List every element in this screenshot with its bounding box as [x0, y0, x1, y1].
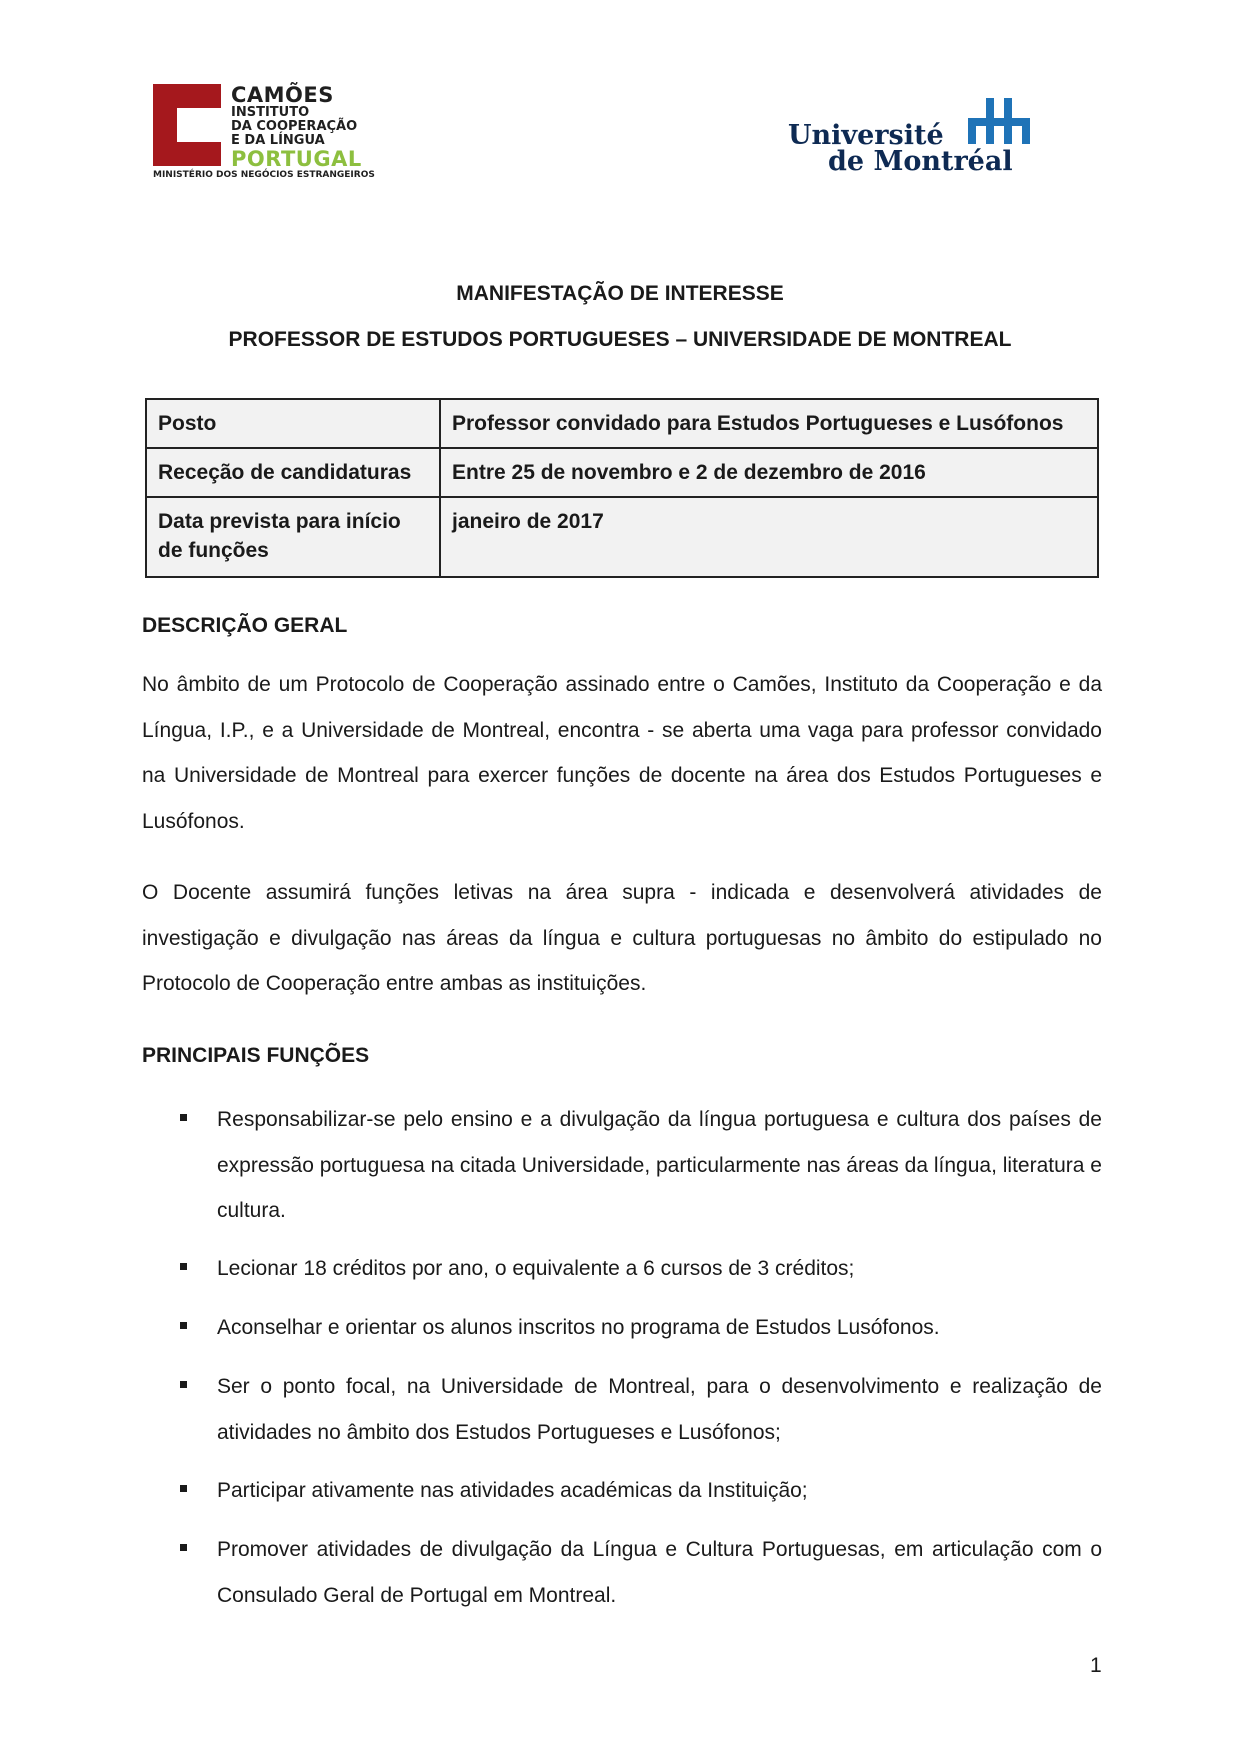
paragraph-descricao-1: No âmbito de um Protocolo de Cooperação assinado entre o Camões, Instituto da Cooperação e da Língua, I.P., e a Universidade de Montreal, encontra - se aberta uma vaga para professor convidado na Universidade de Montreal para exercer funções de docente na área dos Estudos Portugueses e Lusófonos. [142, 673, 1102, 833]
table-value: Entre 25 de novembro e 2 de dezembro de 2016 [440, 448, 1098, 497]
table-value: Professor convidado para Estudos Portugueses e Lusófonos [440, 399, 1098, 448]
list-item: Promover atividades de divulgação da Língua e Cultura Portuguesas, em articulação com o Consulado Geral de Portugal em Montreal. [142, 1527, 1102, 1618]
list-item: Responsabilizar-se pelo ensino e a divulgação da língua portuguesa e cultura dos países de expressão portuguesa na citada Universidade, particularmente nas áreas da língua, literatura e cultura. [142, 1097, 1102, 1234]
udem-emblem-icon [968, 98, 1030, 144]
list-item: Aconselhar e orientar os alunos inscritos no programa de Estudos Lusófonos. [142, 1305, 1102, 1351]
table-row [146, 448, 1098, 497]
table-row [146, 399, 1098, 448]
bullet-icon [180, 1114, 187, 1121]
list-item: Ser o ponto focal, na Universidade de Montreal, para o desenvolvimento e realização de atividades no âmbito dos Estudos Portugueses e Lusófonos; [142, 1364, 1102, 1455]
table-key: Data prevista para início de funções [146, 497, 440, 577]
camoes-logo [153, 84, 383, 184]
document-subtitle: PROFESSOR DE ESTUDOS PORTUGUESES – UNIVERSIDADE DE MONTREAL [228, 328, 1012, 351]
udem-logo [788, 98, 1038, 178]
bullet-icon [180, 1381, 187, 1388]
bullet-icon [180, 1263, 187, 1270]
udem-line2: de Montréal [828, 146, 1013, 177]
bullet-icon [180, 1485, 187, 1492]
camoes-c-logo-icon [153, 84, 221, 166]
bullet-icon [180, 1322, 187, 1329]
info-table [145, 398, 1099, 578]
list-item: Participar ativamente nas atividades académicas da Instituição; [142, 1468, 1102, 1514]
table-key: Posto [146, 399, 440, 448]
udem-line1: Université [788, 120, 944, 151]
camoes-wordmark: CAMÕES INSTITUTO DA COOPERAÇÃO E DA LÍNGUA PORTUGAL [231, 83, 362, 171]
table-value: janeiro de 2017 [440, 497, 1098, 577]
list-item: Lecionar 18 créditos por ano, o equivalente a 6 cursos de 3 créditos; [142, 1246, 1102, 1292]
camoes-ministry-label: MINISTÉRIO DOS NEGÓCIOS ESTRANGEIROS [153, 170, 375, 180]
table-key: Receção de candidaturas [146, 448, 440, 497]
paragraph-descricao-2: O Docente assumirá funções letivas na área supra - indicada e desenvolverá atividades de investigação e divulgação nas áreas da língua e cultura portuguesas no âmbito do estipulado no Protocolo de Cooperação entre ambas as instituições. [142, 881, 1102, 995]
section-heading-funcoes: PRINCIPAIS FUNÇÕES [142, 1044, 370, 1067]
bullet-icon [180, 1544, 187, 1551]
page-number: 1 [1090, 1654, 1102, 1677]
section-heading-descricao: DESCRIÇÃO GERAL [142, 614, 348, 637]
table-row [146, 497, 1098, 577]
document-title: MANIFESTAÇÃO DE INTERESSE [456, 282, 784, 305]
